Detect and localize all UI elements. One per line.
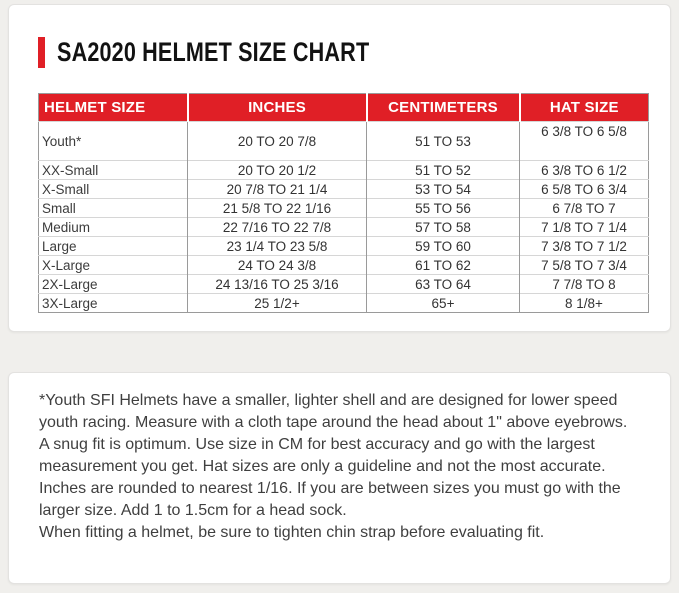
cell-centimeters: 51 TO 52 xyxy=(367,161,520,180)
table-row xyxy=(39,161,649,180)
helmet-size-table xyxy=(38,93,649,313)
cell-inches: 22 7/16 TO 22 7/8 xyxy=(188,218,367,237)
chin-strap-note: When fitting a helmet, be sure to tighten chin strap before evaluating fit. xyxy=(39,524,545,541)
cell-helmet-size: Large xyxy=(39,237,188,256)
cell-hat-size: 7 7/8 TO 8 xyxy=(520,275,649,294)
red-accent-bar xyxy=(38,37,45,68)
size-chart-card xyxy=(8,4,671,332)
cell-hat-size: 7 5/8 TO 7 3/4 xyxy=(520,256,649,275)
table-row xyxy=(39,237,649,256)
cell-helmet-size: 3X-Large xyxy=(39,294,188,313)
cell-helmet-size: 2X-Large xyxy=(39,275,188,294)
header-centimeters: CENTIMETERS xyxy=(367,94,520,122)
cell-helmet-size: Medium xyxy=(39,218,188,237)
page-title: SA2020 HELMET SIZE CHART xyxy=(57,37,370,67)
cell-inches: 24 13/16 TO 25 3/16 xyxy=(188,275,367,294)
fitting-note-paragraph: *Youth SFI Helmets have a smaller, lighter shell and are designed for lower speed youth racing. Measure with a cloth tape around the head about 1" above eyebrows. A snug fit is optimum. Use size in CM for best accuracy and go with the largest measurement you get. Hat sizes are only a guideline and not the most accurate. Inches are rounded to nearest 1/16. If you are between sizes you must go with the larger size. Add 1 to 1.5cm for a head sock. xyxy=(39,392,628,519)
cell-centimeters: 65+ xyxy=(367,294,520,313)
cell-centimeters: 53 TO 54 xyxy=(367,180,520,199)
cell-helmet-size: X-Large xyxy=(39,256,188,275)
cell-hat-size: 6 3/8 TO 6 1/2 xyxy=(520,161,649,180)
table-header-row xyxy=(39,94,649,122)
section-title-row xyxy=(38,37,670,68)
cell-helmet-size: XX-Small xyxy=(39,161,188,180)
table-row xyxy=(39,275,649,294)
table-row xyxy=(39,122,649,161)
cell-inches: 20 TO 20 7/8 xyxy=(188,122,367,161)
cell-hat-size: 6 3/8 TO 6 5/8 xyxy=(520,122,649,161)
cell-hat-size: 6 5/8 TO 6 3/4 xyxy=(520,180,649,199)
cell-hat-size: 7 3/8 TO 7 1/2 xyxy=(520,237,649,256)
cell-inches: 20 7/8 TO 21 1/4 xyxy=(188,180,367,199)
cell-helmet-size: Small xyxy=(39,199,188,218)
header-inches: INCHES xyxy=(188,94,367,122)
cell-helmet-size: Youth* xyxy=(39,122,188,161)
cell-hat-size: 7 1/8 TO 7 1/4 xyxy=(520,218,649,237)
cell-hat-size: 8 1/8+ xyxy=(520,294,649,313)
cell-centimeters: 57 TO 58 xyxy=(367,218,520,237)
cell-inches: 24 TO 24 3/8 xyxy=(188,256,367,275)
table-row xyxy=(39,294,649,313)
cell-inches: 21 5/8 TO 22 1/16 xyxy=(188,199,367,218)
table-row xyxy=(39,218,649,237)
cell-inches: 25 1/2+ xyxy=(188,294,367,313)
cell-centimeters: 61 TO 62 xyxy=(367,256,520,275)
cell-inches: 20 TO 20 1/2 xyxy=(188,161,367,180)
cell-hat-size: 6 7/8 TO 7 xyxy=(520,199,649,218)
cell-inches: 23 1/4 TO 23 5/8 xyxy=(188,237,367,256)
cell-centimeters: 63 TO 64 xyxy=(367,275,520,294)
cell-centimeters: 51 TO 53 xyxy=(367,122,520,161)
cell-centimeters: 55 TO 56 xyxy=(367,199,520,218)
fitting-notes-card xyxy=(8,372,671,584)
header-hat-size: HAT SIZE xyxy=(520,94,649,122)
table-row xyxy=(39,199,649,218)
cell-centimeters: 59 TO 60 xyxy=(367,237,520,256)
table-row xyxy=(39,256,649,275)
table-row xyxy=(39,180,649,199)
fitting-notes-text xyxy=(39,390,637,544)
header-helmet-size: HELMET SIZE xyxy=(39,94,188,122)
cell-helmet-size: X-Small xyxy=(39,180,188,199)
